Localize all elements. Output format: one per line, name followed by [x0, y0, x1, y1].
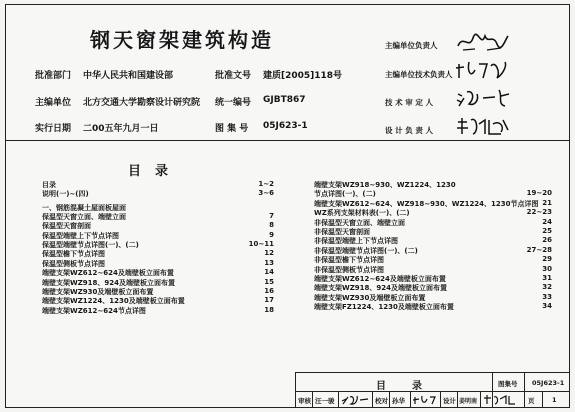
toc-entry-title: 目录: [42, 181, 56, 189]
toc-entry-page: 30: [542, 264, 552, 273]
toc-entry: [314, 227, 552, 236]
toc-entry: [314, 208, 552, 217]
toc-entry: [314, 236, 552, 245]
toc-entry-title: 非保温型侧板节点详图: [314, 265, 384, 274]
toc-entry-page: 1~2: [258, 180, 274, 188]
toc-entry-title: 端壁支架WZ930及端壁板立面布置: [42, 287, 154, 296]
toc-entry: [42, 199, 274, 212]
page-title: 钢天窗架建筑构造: [90, 28, 274, 52]
toc-entry: [42, 259, 274, 268]
toc-entry-title: 一、钢筋混凝土屋面板屋面: [42, 203, 126, 212]
approval-dept-value: 中华人民共和国建设部: [83, 71, 174, 81]
responsible-chief-tech: [385, 69, 453, 80]
toc-entry-title: 端壁支架WZ612~624及端壁板立面布置: [42, 269, 174, 278]
toc-entry-page: 16: [264, 286, 274, 295]
toc-entry-page: 25: [542, 226, 552, 235]
tb-divider: [410, 391, 411, 408]
toc-entry: [314, 189, 552, 198]
toc-entry-title: 端壁支架WZ1224、1230及端壁板立面布置: [42, 297, 185, 306]
toc-entry: [314, 283, 552, 292]
toc-entry-page: 22~23: [526, 208, 552, 217]
toc-entry: [314, 293, 552, 302]
atlas-value: 05J623-1: [532, 379, 565, 387]
responsible-tech-review: [385, 97, 433, 108]
toc-entry-page: 29: [542, 255, 552, 264]
chief-unit-value: 北方交通大学勘察设计研究院: [83, 98, 201, 108]
chief-unit-label: 主编单位: [35, 98, 72, 108]
review-signature: [340, 393, 370, 406]
toc-entry-title: 非保温型端壁上下节点详图: [314, 237, 398, 246]
toc-left-column: [42, 180, 274, 315]
atlas-no-label: 图 集 号: [215, 124, 249, 134]
toc-entry: [42, 296, 274, 305]
toc-entry-title: 保温型天窗立面、端壁立面: [42, 212, 126, 221]
toc-entry-title: 非保温型天窗立面、端壁立面: [314, 218, 405, 227]
toc-entry: [42, 221, 274, 230]
toc-entry-title: 保温型端壁节点详图(一)、(二): [42, 240, 139, 249]
check-signature: [413, 393, 437, 406]
toc-entry-page: 3~6: [258, 189, 274, 198]
toc-entry-page: 26: [542, 236, 552, 245]
title-block-name: 目 录: [376, 381, 424, 392]
toc-entry-title: 保温型侧板节点详图: [42, 259, 105, 268]
toc-entry: [314, 255, 552, 264]
toc-entry: [314, 274, 552, 283]
toc-entry-title: 端壁支架WZ612~624节点详图: [42, 306, 146, 315]
toc-entry: [314, 218, 552, 227]
toc-entry: [42, 189, 274, 198]
toc-entry-page: 9: [269, 230, 274, 239]
toc-entry-title: 非保温型端壁节点详图(一)、(二): [314, 246, 418, 255]
responsible-design: [385, 125, 433, 136]
tb-divider: [440, 391, 441, 408]
signature-chief-tech: [455, 58, 510, 82]
toc-entry-page: 17: [264, 296, 274, 305]
toc-entry: [42, 249, 274, 258]
toc-entry-page: 7: [269, 211, 274, 220]
toc-entry-title: 端壁支架WZ918、924及端壁板立面布置: [42, 278, 176, 287]
tb-divider: [524, 391, 525, 408]
toc-entry-page: 34: [542, 302, 552, 311]
tb-divider: [542, 391, 543, 408]
tb-divider: [312, 391, 313, 408]
responsible-label: 主编单位技术负责人: [385, 70, 453, 79]
toc-entry-page: 12: [264, 249, 274, 258]
toc-entry-title: 端壁支架WZ612~624、WZ918~930、WZ1224、1230节点详图: [314, 199, 539, 208]
atlas-label: 图集号: [498, 380, 518, 388]
toc-entry-page: 14: [264, 268, 274, 277]
review-label: 审核: [298, 397, 311, 405]
toc-entry-page: 18: [264, 305, 274, 314]
toc-entry-page: 31: [542, 273, 552, 282]
design-label: 设计: [443, 397, 456, 405]
toc-entry: [314, 246, 552, 255]
toc-title: 目录: [128, 164, 183, 179]
toc-entry-page: 32: [542, 283, 552, 292]
toc-entry: [42, 278, 274, 287]
toc-entry-page: 24: [542, 217, 552, 226]
tb-divider: [480, 391, 481, 408]
toc-entry: [314, 265, 552, 274]
effective-date-label: 实行日期: [35, 124, 72, 134]
responsible-label: 设 计 负 责 人: [385, 126, 433, 135]
toc-entry-title: 端壁支架WZ930及端壁板立面布置: [314, 293, 426, 302]
toc-entry-title: 端壁支架FZ1224、1230及端壁板立面布置: [314, 303, 454, 312]
toc-entry-page: 15: [264, 277, 274, 286]
toc-entry: [42, 212, 274, 221]
signature-tech-review: [455, 86, 510, 110]
toc-entry-page: 19~20: [526, 189, 552, 198]
toc-entry: [314, 199, 552, 208]
responsible-label: 技 术 审 定 人: [385, 98, 433, 107]
design-name: 姜明南: [459, 398, 478, 405]
responsible-chief-unit: [385, 40, 438, 51]
toc-entry-title: 端壁支架WZ918~930、WZ1224、1230: [314, 181, 456, 189]
approval-doc-value: 建质[2005]118号: [263, 71, 343, 81]
toc-entry-title: 非保温型檐下节点详图: [314, 256, 384, 265]
check-name: 孙华: [392, 397, 405, 405]
toc-entry-page: 13: [264, 258, 274, 267]
tb-divider: [457, 391, 458, 408]
toc-entry: [42, 240, 274, 249]
toc-right-column: [314, 180, 552, 311]
toc-entry: [314, 302, 552, 311]
unified-no-label: 统一编号: [215, 98, 252, 108]
approval-doc-label: 批准文号: [215, 71, 252, 81]
toc-entry: [314, 180, 552, 189]
toc-entry: [42, 287, 274, 296]
tb-divider: [389, 391, 390, 408]
toc-entry-title: 端壁支架WZ612~624及端壁板立面布置: [314, 274, 446, 283]
signature-chief-unit: [455, 30, 510, 54]
header-divider: [5, 140, 570, 141]
design-signature: [482, 393, 516, 406]
toc-entry-title: 端壁支架WZ918、924及端壁板立面布置: [314, 284, 448, 293]
review-name: 汪一骏: [315, 397, 335, 405]
approval-dept-label: 批准部门: [35, 71, 72, 81]
toc-entry-title: 说明(一)~(四): [42, 190, 89, 199]
toc-entry-page: 27~28: [526, 245, 552, 254]
page-label: 页: [528, 397, 535, 405]
toc-entry-title: 保温型檐下节点详图: [42, 250, 105, 259]
toc-entry-page: 8: [269, 221, 274, 230]
toc-entry: [42, 180, 274, 189]
toc-entry-title: 非保温型天窗剖面: [314, 227, 370, 236]
unified-no-value: GJBT867: [263, 95, 306, 105]
page-value: 1: [552, 396, 557, 404]
toc-entry-title: 节点详图(一)、(二): [314, 190, 376, 199]
responsible-label: 主编单位负责人: [385, 41, 438, 50]
toc-entry-title: 保温型端壁上下节点详图: [42, 231, 119, 240]
toc-entry-title: WZ系列支架材料表(一)、(二): [314, 209, 410, 218]
toc-entry-page: 21: [542, 198, 552, 207]
toc-entry: [42, 306, 274, 315]
toc-entry-page: 10~11: [248, 239, 274, 248]
toc-entry-page: 33: [542, 292, 552, 301]
effective-date-value: 二00五年九月一日: [83, 124, 159, 134]
atlas-no-value: 05J623-1: [263, 121, 308, 131]
toc-entry-title: 保温型天窗剖面: [42, 222, 91, 231]
signature-design: [455, 114, 510, 138]
tb-divider: [372, 391, 373, 408]
toc-entry: [42, 268, 274, 277]
toc-entry: [42, 231, 274, 240]
tb-divider: [338, 391, 339, 408]
title-block: [295, 372, 570, 408]
check-label: 校对: [375, 397, 388, 405]
